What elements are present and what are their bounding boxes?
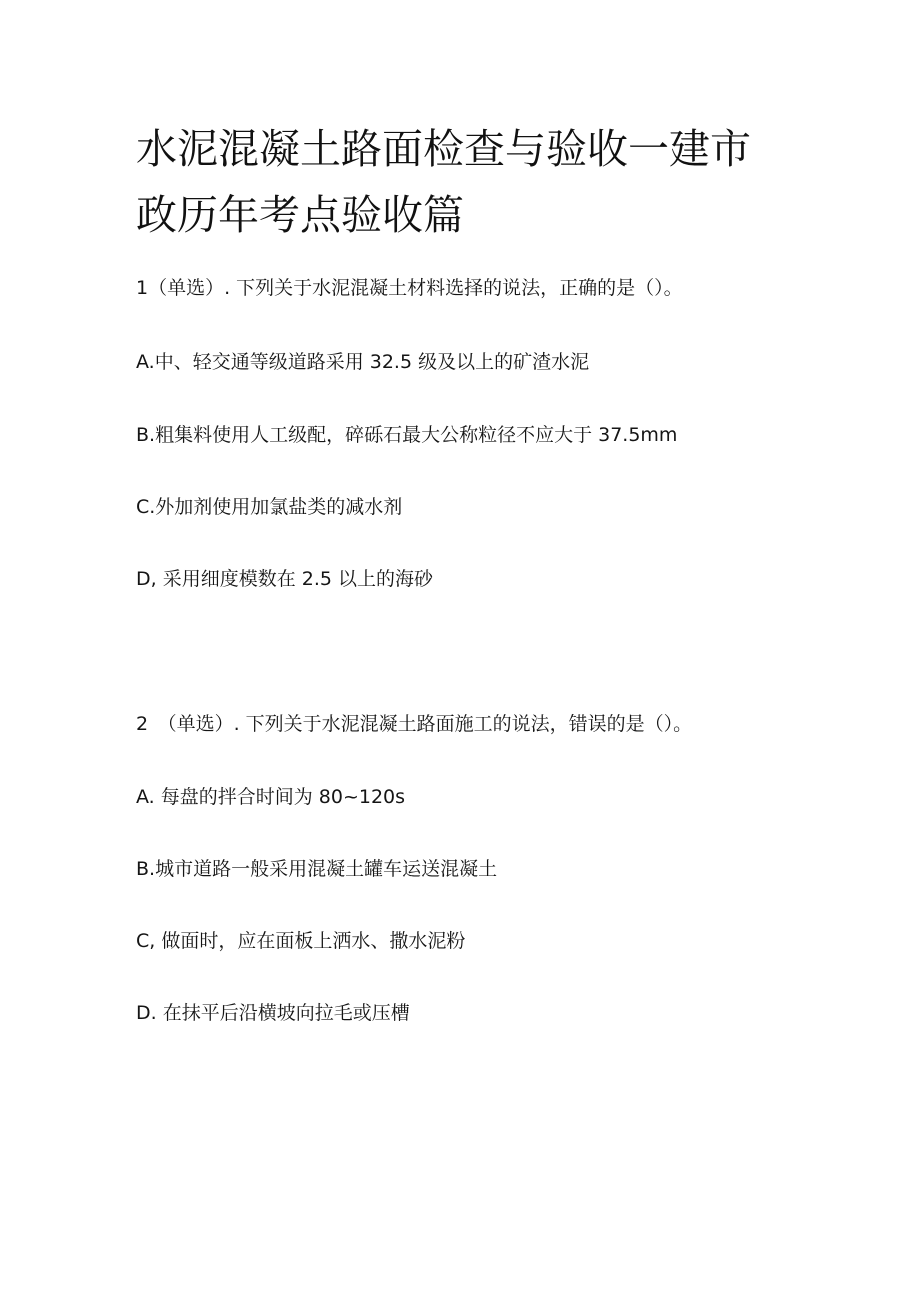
question-1-option-a: A.中、轻交通等级道路采用 32.5 级及以上的矿渣水泥 <box>136 351 590 373</box>
question-1-option-b: B.粗集料使用人工级配，碎砾石最大公称粒径不应大于 37.5mm <box>136 424 678 446</box>
document-title <box>136 116 796 248</box>
question-2-option-c: C, 做面时，应在面板上洒水、撒水泥粉 <box>136 930 466 952</box>
question-1-stem: 1（单选）. 下列关于水泥混凝土材料选择的说法，正确的是（）。 <box>136 277 683 299</box>
question-2-option-b: B.城市道路一般采用混凝土罐车运送混凝土 <box>136 858 498 880</box>
question-1-option-d: D, 采用细度模数在 2.5 以上的海砂 <box>136 568 434 590</box>
question-2-stem: 2 （单选）. 下列关于水泥混凝土路面施工的说法，错误的是（）。 <box>136 713 693 735</box>
title-line-2: 政历年考点验收篇 <box>136 191 464 239</box>
title-line-1: 水泥混凝土路面检查与验收一建市 <box>136 125 751 173</box>
question-2-option-a: A. 每盘的拌合时间为 80~120s <box>136 786 406 808</box>
question-1-option-c: C.外加剂使用加氯盐类的减水剂 <box>136 496 403 518</box>
question-2-option-d: D. 在抹平后沿横坡向拉毛或压槽 <box>136 1002 410 1024</box>
